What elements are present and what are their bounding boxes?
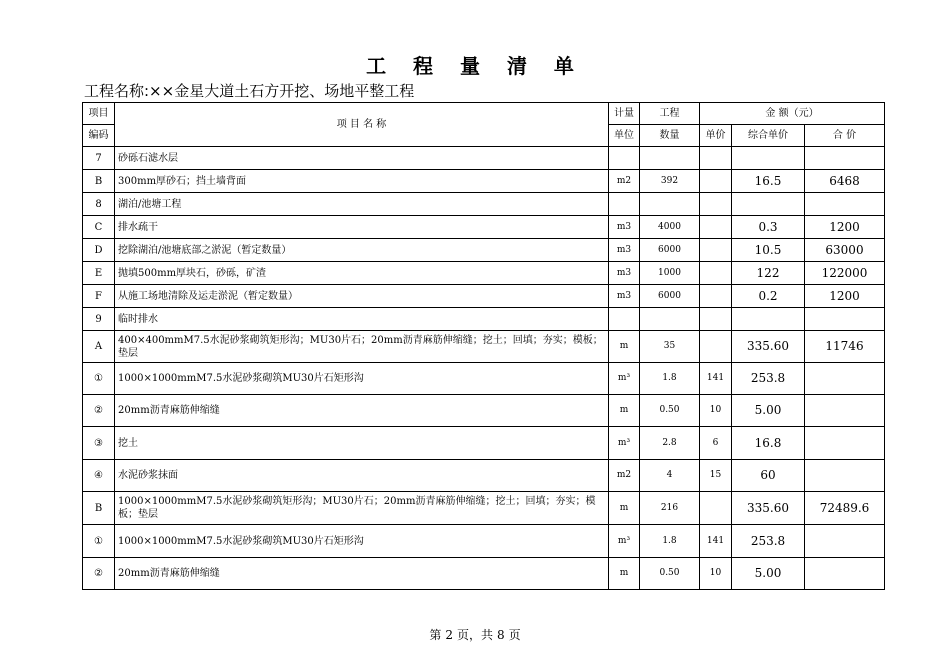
page-footer <box>0 626 950 643</box>
row-unit-price <box>700 147 732 170</box>
table-row <box>83 395 885 427</box>
row-total <box>805 427 885 460</box>
row-composite-price: 253.8 <box>732 525 805 558</box>
header-composite-price: 综合单价 <box>732 125 805 147</box>
row-unit: m <box>609 492 640 525</box>
row-composite-price: 16.8 <box>732 427 805 460</box>
footer-total-pages: 8 <box>497 628 505 642</box>
row-composite-price: 5.00 <box>732 558 805 590</box>
row-name: 20mm沥青麻筋伸缩缝 <box>115 558 609 590</box>
row-composite-price: 253.8 <box>732 363 805 395</box>
row-total <box>805 363 885 395</box>
row-qty <box>640 193 700 216</box>
page-title: 工 程 量 清 单 <box>366 54 584 78</box>
header-name: 项 目 名 称 <box>115 103 609 147</box>
row-composite-price: 0.2 <box>732 285 805 308</box>
row-qty: 1000 <box>640 262 700 285</box>
row-total <box>805 395 885 427</box>
header-code-top: 项目 <box>83 103 115 125</box>
row-unit: m2 <box>609 460 640 492</box>
row-unit: m3 <box>609 239 640 262</box>
row-total: 72489.6 <box>805 492 885 525</box>
row-composite-price <box>732 308 805 331</box>
row-qty <box>640 147 700 170</box>
table-row <box>83 285 885 308</box>
table-row <box>83 170 885 193</box>
table-row <box>83 216 885 239</box>
row-code: A <box>83 331 115 363</box>
row-code: 8 <box>83 193 115 216</box>
row-qty: 216 <box>640 492 700 525</box>
row-total <box>805 460 885 492</box>
row-name: 300mm厚砂石；挡土墙背面 <box>115 170 609 193</box>
row-code: B <box>83 170 115 193</box>
row-qty: 2.8 <box>640 427 700 460</box>
row-code: C <box>83 216 115 239</box>
header-unit-bottom: 单位 <box>609 125 640 147</box>
row-qty <box>640 308 700 331</box>
row-code: ③ <box>83 427 115 460</box>
row-code: 7 <box>83 147 115 170</box>
row-total: 11746 <box>805 331 885 363</box>
footer-mid: 页，共 <box>456 628 493 642</box>
row-unit: m2 <box>609 170 640 193</box>
table-row <box>83 558 885 590</box>
row-code: D <box>83 239 115 262</box>
header-code-bottom: 编码 <box>83 125 115 147</box>
row-name: 挖除湖泊/池塘底部之淤泥（暂定数量） <box>115 239 609 262</box>
row-unit: m³ <box>609 363 640 395</box>
row-composite-price: 335.60 <box>732 331 805 363</box>
row-total <box>805 525 885 558</box>
row-qty: 0.50 <box>640 395 700 427</box>
row-code: ② <box>83 395 115 427</box>
row-name: 1000×1000mmM7.5水泥砂浆砌筑MU30片石矩形沟 <box>115 525 609 558</box>
row-qty: 0.50 <box>640 558 700 590</box>
row-qty: 4000 <box>640 216 700 239</box>
row-unit: m <box>609 331 640 363</box>
row-name: 排水疏干 <box>115 216 609 239</box>
row-name: 临时排水 <box>115 308 609 331</box>
table-row <box>83 308 885 331</box>
table-row <box>83 460 885 492</box>
row-name: 从施工场地清除及运走淤泥（暂定数量） <box>115 285 609 308</box>
row-total <box>805 147 885 170</box>
row-name: 湖泊/池塘工程 <box>115 193 609 216</box>
row-qty: 6000 <box>640 285 700 308</box>
row-unit-price: 15 <box>700 460 732 492</box>
table-row <box>83 193 885 216</box>
row-total: 1200 <box>805 285 885 308</box>
header-qty-top: 工程 <box>640 103 700 125</box>
row-name: 1000×1000mmM7.5水泥砂浆砌筑矩形沟；MU30片石；20mm沥青麻筋伸缩缝；挖土；回填；夯实；模板；垫层 <box>115 492 609 525</box>
row-name: 1000×1000mmM7.5水泥砂浆砌筑MU30片石矩形沟 <box>115 363 609 395</box>
row-unit-price <box>700 492 732 525</box>
row-unit <box>609 193 640 216</box>
table-row <box>83 331 885 363</box>
table-row <box>83 239 885 262</box>
row-qty: 1.8 <box>640 363 700 395</box>
row-composite-price <box>732 147 805 170</box>
row-unit-price <box>700 193 732 216</box>
header-total: 合 价 <box>805 125 885 147</box>
row-unit-price: 141 <box>700 525 732 558</box>
row-unit: m <box>609 395 640 427</box>
row-qty: 4 <box>640 460 700 492</box>
table-row <box>83 492 885 525</box>
row-code: B <box>83 492 115 525</box>
row-composite-price: 5.00 <box>732 395 805 427</box>
header-unit-price: 单价 <box>700 125 732 147</box>
row-unit: m3 <box>609 216 640 239</box>
row-code: F <box>83 285 115 308</box>
row-total: 63000 <box>805 239 885 262</box>
row-name: 400×400mmM7.5水泥砂浆砌筑矩形沟；MU30片石；20mm沥青麻筋伸缩缝；挖土；回填；夯实；模板；垫层 <box>115 331 609 363</box>
row-unit: m3 <box>609 285 640 308</box>
row-code: ② <box>83 558 115 590</box>
row-unit-price: 10 <box>700 395 732 427</box>
table-row <box>83 147 885 170</box>
row-code: ① <box>83 525 115 558</box>
row-qty: 392 <box>640 170 700 193</box>
row-composite-price <box>732 193 805 216</box>
row-composite-price: 0.3 <box>732 216 805 239</box>
footer-prefix: 第 <box>429 628 442 642</box>
row-name: 水泥砂浆抹面 <box>115 460 609 492</box>
project-name: 工程名称:××金星大道土石方开挖、场地平整工程 <box>84 82 415 100</box>
row-unit-price: 6 <box>700 427 732 460</box>
row-unit-price <box>700 308 732 331</box>
row-unit: m³ <box>609 427 640 460</box>
row-code: ④ <box>83 460 115 492</box>
bill-of-quantities-table <box>82 102 885 590</box>
row-name: 抛填500mm厚块石，砂砾，矿渣 <box>115 262 609 285</box>
row-unit-price <box>700 331 732 363</box>
header-qty-bottom: 数量 <box>640 125 700 147</box>
table-row <box>83 262 885 285</box>
row-unit-price <box>700 239 732 262</box>
row-unit-price: 10 <box>700 558 732 590</box>
row-unit-price <box>700 170 732 193</box>
row-unit-price <box>700 216 732 239</box>
row-name: 砂砾石滤水层 <box>115 147 609 170</box>
row-unit-price: 141 <box>700 363 732 395</box>
table-row <box>83 525 885 558</box>
row-composite-price: 335.60 <box>732 492 805 525</box>
row-name: 挖土 <box>115 427 609 460</box>
row-qty: 1.8 <box>640 525 700 558</box>
row-unit: m3 <box>609 262 640 285</box>
row-total: 122000 <box>805 262 885 285</box>
footer-suffix: 页 <box>508 628 521 642</box>
row-composite-price: 60 <box>732 460 805 492</box>
row-total <box>805 193 885 216</box>
row-unit: m³ <box>609 525 640 558</box>
row-unit <box>609 147 640 170</box>
row-code: ① <box>83 363 115 395</box>
row-unit-price <box>700 262 732 285</box>
row-total: 1200 <box>805 216 885 239</box>
row-composite-price: 10.5 <box>732 239 805 262</box>
table-row <box>83 427 885 460</box>
row-total <box>805 308 885 331</box>
row-composite-price: 16.5 <box>732 170 805 193</box>
row-name: 20mm沥青麻筋伸缩缝 <box>115 395 609 427</box>
row-unit <box>609 308 640 331</box>
header-row-1 <box>83 103 885 125</box>
table-row <box>83 363 885 395</box>
footer-page-number: 2 <box>445 628 453 642</box>
row-qty: 6000 <box>640 239 700 262</box>
row-total: 6468 <box>805 170 885 193</box>
header-unit-top: 计量 <box>609 103 640 125</box>
header-amount: 金 额（元） <box>700 103 885 125</box>
row-code: E <box>83 262 115 285</box>
row-unit-price <box>700 285 732 308</box>
row-qty: 35 <box>640 331 700 363</box>
row-total <box>805 558 885 590</box>
row-code: 9 <box>83 308 115 331</box>
row-composite-price: 122 <box>732 262 805 285</box>
row-unit: m <box>609 558 640 590</box>
